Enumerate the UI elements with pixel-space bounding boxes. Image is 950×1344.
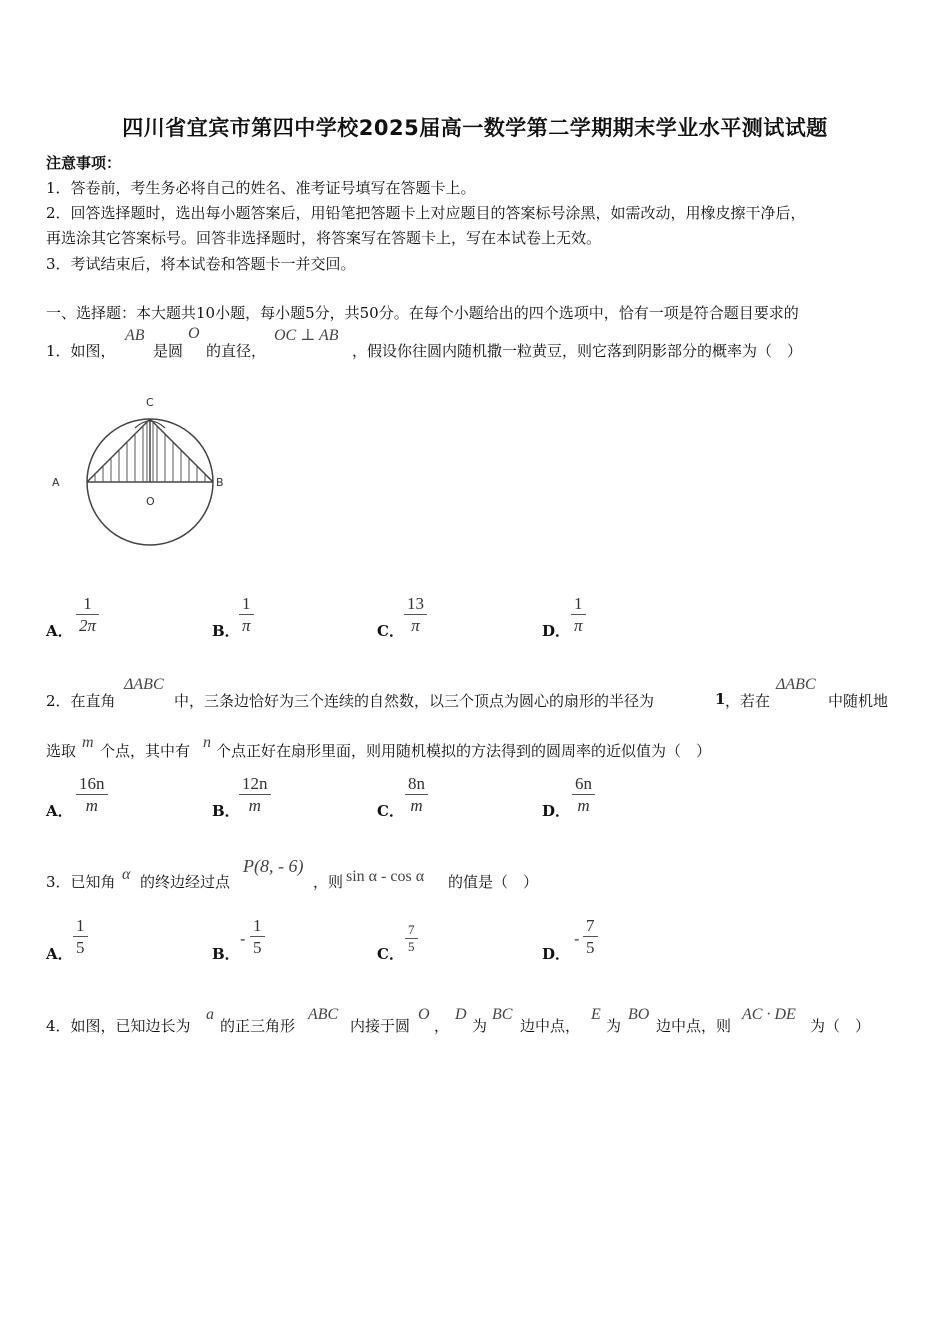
q4-math-bc: BC xyxy=(492,1006,513,1023)
q2-option-d-label: D． xyxy=(542,802,571,820)
q4-math-o: O xyxy=(418,1006,430,1023)
q3-option-b-sign: - xyxy=(240,929,246,948)
q4-math-dot-product: AC · DE xyxy=(742,1006,796,1023)
q2-text-2: ，若在 xyxy=(725,692,771,710)
q2-line2-text-b: 个点，其中有 xyxy=(100,742,191,760)
q2-option-c-label: C． xyxy=(377,802,404,820)
q1-option-b-label: B． xyxy=(212,622,240,640)
notice-item-2-cont: 再选涂其它答案标号。回答非选择题时，将答案写在答题卡上，写在本试卷上无效。 xyxy=(46,229,602,247)
numerator: 16n xyxy=(79,774,105,793)
q2-math-triangle: ΔABC xyxy=(124,676,164,693)
q2-line2-text-a: 选取 xyxy=(46,742,77,760)
notice-heading: 注意事项： xyxy=(46,154,122,172)
q4-text-8: 为（ ） xyxy=(810,1017,871,1035)
q4-math-a: a xyxy=(206,1006,214,1023)
q2-option-d-fraction xyxy=(572,774,595,817)
denominator: 5 xyxy=(405,938,418,955)
denominator: m xyxy=(239,794,271,817)
q1-option-c-label: C． xyxy=(377,622,404,640)
q3-option-d-sign: - xyxy=(574,929,580,948)
numerator: 6n xyxy=(575,774,592,793)
q2-number: 2．在直角 xyxy=(46,692,116,710)
q2-option-b-fraction xyxy=(239,774,271,817)
q4-math-abc: ABC xyxy=(308,1006,339,1023)
q1-math-o: O xyxy=(188,325,200,342)
numerator: 8n xyxy=(408,774,425,793)
q2-math-n: n xyxy=(203,734,211,751)
numerator: 1 xyxy=(574,594,583,613)
q3-math-point: P(8, - 6) xyxy=(243,856,304,876)
q2-option-c-fraction xyxy=(405,774,428,817)
denominator: π xyxy=(239,614,254,637)
q1-math-condition: OC ⊥ AB xyxy=(274,327,339,344)
q1-option-b-fraction xyxy=(239,594,254,637)
q1-option-c-fraction xyxy=(404,594,427,637)
q2-math-m: m xyxy=(82,734,94,751)
q3-option-d-label: D． xyxy=(542,945,571,963)
q4-text-5: 边中点， xyxy=(520,1017,581,1035)
q4-text-1: 的正三角形 xyxy=(220,1017,296,1035)
numerator: 12n xyxy=(242,774,268,793)
numerator: 1 xyxy=(83,594,92,613)
section-heading: 一、选择题：本大题共10小题，每小题5分，共50分。在每个小题给出的四个选项中，恰有一项是符合题目要求的 xyxy=(46,304,799,322)
q1-option-a-label: A． xyxy=(46,622,73,640)
denominator: 5 xyxy=(250,936,265,959)
q1-number: 1．如图， xyxy=(46,342,116,360)
q4-text-6: 为 xyxy=(606,1017,622,1035)
notice-item-2: 2．回答选择题时，选出每小题答案后，用铅笔把答题卡上对应题目的答案标号涂黑，如需改动，用橡皮擦干净后， xyxy=(46,204,806,222)
q3-math-expression: sin α - cos α xyxy=(346,868,425,885)
q4-number: 4．如图，已知边长为 xyxy=(46,1017,191,1035)
q1-option-a-fraction xyxy=(76,594,99,637)
q4-text-2: 内接于圆 xyxy=(350,1017,411,1035)
q4-text-7: 边中点，则 xyxy=(656,1017,732,1035)
q4-math-e: E xyxy=(591,1006,601,1023)
notice-item-3: 3．考试结束后，将本试卷和答题卡一并交回。 xyxy=(46,255,356,273)
q2-option-a-label: A． xyxy=(46,802,73,820)
denominator: π xyxy=(571,614,586,637)
q1-text-3: ，假设你往圆内随机撒一粒黄豆，则它落到阴影部分的概率为（ ） xyxy=(352,342,803,360)
q3-option-b-label: B． xyxy=(212,945,240,963)
q2-option-a-fraction xyxy=(76,774,108,817)
denominator: m xyxy=(76,794,108,817)
denominator: π xyxy=(404,614,427,637)
q3-option-b-fraction xyxy=(250,916,265,959)
q3-option-a-fraction xyxy=(73,916,88,959)
q3-option-c-fraction xyxy=(405,922,418,955)
q3-option-a-label: A． xyxy=(46,945,73,963)
q3-option-c-label: C． xyxy=(377,945,404,963)
q2-line2-text-c: 个点正好在扇形里面，则用随机模拟的方法得到的圆周率的近似值为（ ） xyxy=(216,742,712,760)
numerator: 1 xyxy=(76,916,85,935)
notice-item-1: 1．答卷前，考生务必将自己的姓名、准考证号填写在答题卡上。 xyxy=(46,179,476,197)
q3-number: 3．已知角 xyxy=(46,873,116,891)
numerator: 1 xyxy=(253,916,262,935)
label-b: B xyxy=(216,476,224,489)
denominator: m xyxy=(405,794,428,817)
denominator: 5 xyxy=(583,936,598,959)
denominator: 2π xyxy=(76,614,99,637)
denominator: 5 xyxy=(73,936,88,959)
denominator: m xyxy=(572,794,595,817)
label-a: A xyxy=(52,476,60,489)
q4-math-d: D xyxy=(455,1006,467,1023)
q2-text-3: 中随机地 xyxy=(828,692,889,710)
q1-option-d-label: D． xyxy=(542,622,571,640)
q4-math-bo: BO xyxy=(628,1006,650,1023)
q1-figure xyxy=(46,390,236,560)
q2-option-b-label: B． xyxy=(212,802,240,820)
q1-option-d-fraction xyxy=(571,594,586,637)
q3-option-d-fraction xyxy=(583,916,598,959)
q3-math-alpha: α xyxy=(122,866,131,883)
q1-text-1: 是圆 xyxy=(153,342,184,360)
numerator: 1 xyxy=(242,594,251,613)
q2-math-triangle-2: ΔABC xyxy=(776,676,816,693)
q3-text-3: 的值是（ ） xyxy=(448,873,539,891)
q1-text-2: 的直径， xyxy=(206,342,267,360)
numerator: 7 xyxy=(408,922,415,937)
q4-text-3: ， xyxy=(434,1017,450,1035)
q4-text-4: 为 xyxy=(472,1017,488,1035)
q2-text-1: 中，三条边恰好为三个连续的自然数，以三个顶点为圆心的扇形的半径为 xyxy=(174,692,655,710)
q1-math-ab: AB xyxy=(125,327,145,344)
numerator: 7 xyxy=(586,916,595,935)
label-c: C xyxy=(146,396,154,409)
q3-text-1: 的终边经过点 xyxy=(140,873,231,891)
q3-text-2: ，则 xyxy=(313,873,344,891)
page-title: 四川省宜宾市第四中学校2025届高一数学第二学期期末学业水平测试试题 xyxy=(122,116,828,140)
label-o: O xyxy=(146,495,155,508)
numerator: 13 xyxy=(407,594,424,613)
q2-radius-value: 1 xyxy=(715,690,726,708)
